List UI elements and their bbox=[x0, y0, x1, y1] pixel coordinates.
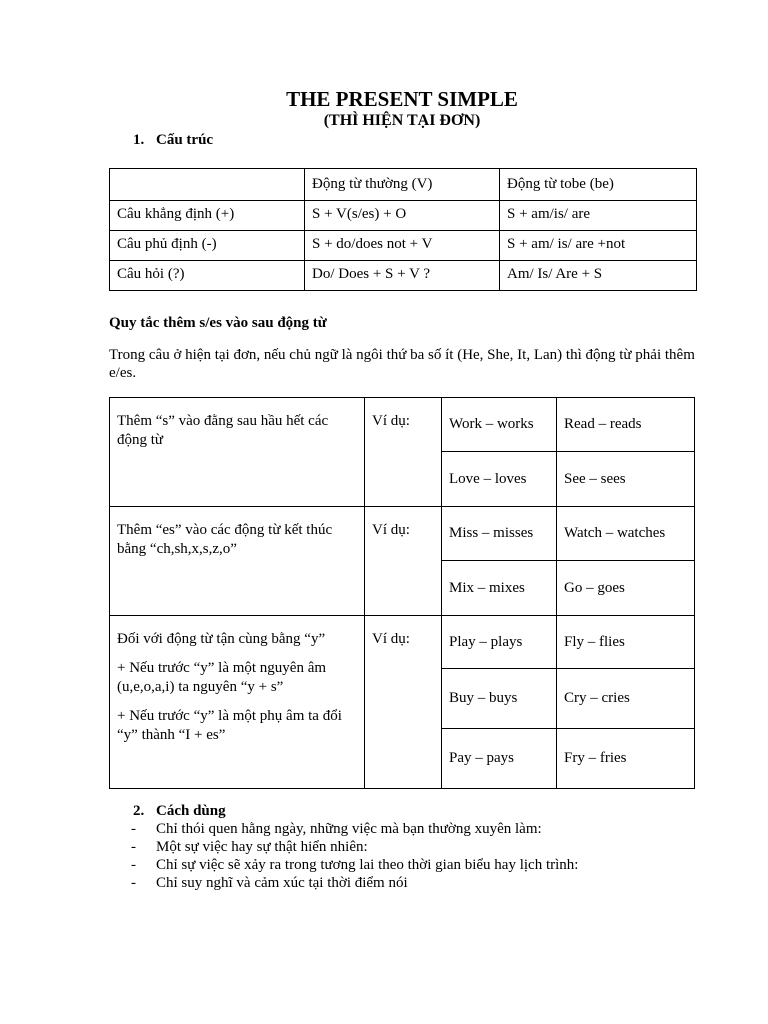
table-header-cell bbox=[110, 169, 305, 201]
example-cell: Fly – flies bbox=[557, 616, 695, 669]
table-cell: S + am/ is/ are +not bbox=[500, 231, 697, 261]
table-header-row bbox=[110, 169, 697, 201]
example-cell: Love – loves bbox=[442, 452, 557, 507]
table-cell: Câu khẳng định (+) bbox=[110, 201, 305, 231]
list-item-text: Chỉ suy nghĩ và cảm xúc tại thời điểm nói bbox=[156, 875, 408, 891]
rule-heading: Quy tắc thêm s/es vào sau động từ bbox=[109, 315, 327, 331]
usage-list bbox=[131, 820, 578, 892]
example-cell: Watch – watches bbox=[557, 507, 695, 561]
table-row bbox=[110, 616, 695, 669]
list-item bbox=[131, 856, 578, 874]
rule-description-cell bbox=[110, 507, 365, 616]
table-row bbox=[110, 201, 697, 231]
rule-description: Đối với động từ tận cùng bằng “y” bbox=[117, 631, 326, 647]
list-item bbox=[131, 838, 578, 856]
table-cell: S + am/is/ are bbox=[500, 201, 697, 231]
table-cell: S + do/does not + V bbox=[305, 231, 500, 261]
section-title: Cách dùng bbox=[156, 803, 226, 819]
table-row bbox=[110, 261, 697, 291]
list-bullet: - bbox=[131, 839, 136, 855]
example-cell: Play – plays bbox=[442, 616, 557, 669]
page-title: THE PRESENT SIMPLE bbox=[286, 87, 518, 111]
example-label: Ví dụ: bbox=[365, 616, 442, 789]
rules-table bbox=[109, 397, 695, 789]
list-item bbox=[131, 874, 578, 892]
example-cell: Pay – pays bbox=[442, 729, 557, 789]
table-cell: Am/ Is/ Are + S bbox=[500, 261, 697, 291]
example-cell: Read – reads bbox=[557, 398, 695, 452]
example-cell: Buy – buys bbox=[442, 669, 557, 729]
list-item-text: Chỉ thói quen hằng ngày, những việc mà bạn thường xuyên làm: bbox=[156, 821, 542, 837]
example-cell: Work – works bbox=[442, 398, 557, 452]
example-cell: See – sees bbox=[557, 452, 695, 507]
example-cell: Cry – cries bbox=[557, 669, 695, 729]
list-item-text: Chỉ sự việc sẽ xảy ra trong tương lai theo thời gian biểu hay lịch trình: bbox=[156, 857, 579, 873]
table-row bbox=[110, 231, 697, 261]
rule-description: Thêm “es” vào các động từ kết thúc bằng “ch,sh,x,s,z,o” bbox=[117, 522, 333, 557]
table-cell: Câu hỏi (?) bbox=[110, 261, 305, 291]
example-cell: Mix – mixes bbox=[442, 561, 557, 616]
rule-description: + Nếu trước “y” là một nguyên âm (u,e,o,a,i) ta nguyên “y + s” bbox=[117, 660, 327, 695]
page-subtitle: (THÌ HIỆN TẠI ĐƠN) bbox=[323, 112, 481, 129]
section-number: 1. bbox=[133, 132, 145, 148]
example-label: Ví dụ: bbox=[365, 398, 442, 507]
rule-description-cell bbox=[110, 398, 365, 507]
example-cell: Miss – misses bbox=[442, 507, 557, 561]
table-row bbox=[110, 507, 695, 561]
section-number: 2. bbox=[133, 803, 145, 819]
example-cell: Fry – fries bbox=[557, 729, 695, 789]
list-item-text: Một sự việc hay sự thật hiển nhiên: bbox=[156, 839, 368, 855]
rule-description: Thêm “s” vào đằng sau hầu hết các động từ bbox=[117, 413, 329, 448]
table-cell: Câu phủ định (-) bbox=[110, 231, 305, 261]
list-bullet: - bbox=[131, 857, 136, 873]
rule-intro-paragraph: Trong câu ở hiện tại đơn, nếu chủ ngữ là ngôi thứ ba số ít (He, She, It, Lan) thì động từ phải thêm e/es. bbox=[109, 347, 695, 381]
table-cell: Do/ Does + S + V ? bbox=[305, 261, 500, 291]
list-bullet: - bbox=[131, 875, 136, 891]
example-label: Ví dụ: bbox=[365, 507, 442, 616]
section-2-heading bbox=[133, 802, 226, 820]
section-1-heading bbox=[133, 131, 213, 150]
list-bullet: - bbox=[131, 821, 136, 837]
list-item bbox=[131, 820, 578, 838]
example-cell: Go – goes bbox=[557, 561, 695, 616]
rule-description-cell bbox=[110, 616, 365, 789]
table-header-cell: Động từ tobe (be) bbox=[500, 169, 697, 201]
structure-table bbox=[109, 168, 697, 291]
section-title: Cấu trúc bbox=[156, 132, 214, 148]
table-row bbox=[110, 398, 695, 452]
table-header-cell: Động từ thường (V) bbox=[305, 169, 500, 201]
rule-description: + Nếu trước “y” là một phụ âm ta đổi “y” thành “I + es” bbox=[117, 708, 342, 743]
table-cell: S + V(s/es) + O bbox=[305, 201, 500, 231]
